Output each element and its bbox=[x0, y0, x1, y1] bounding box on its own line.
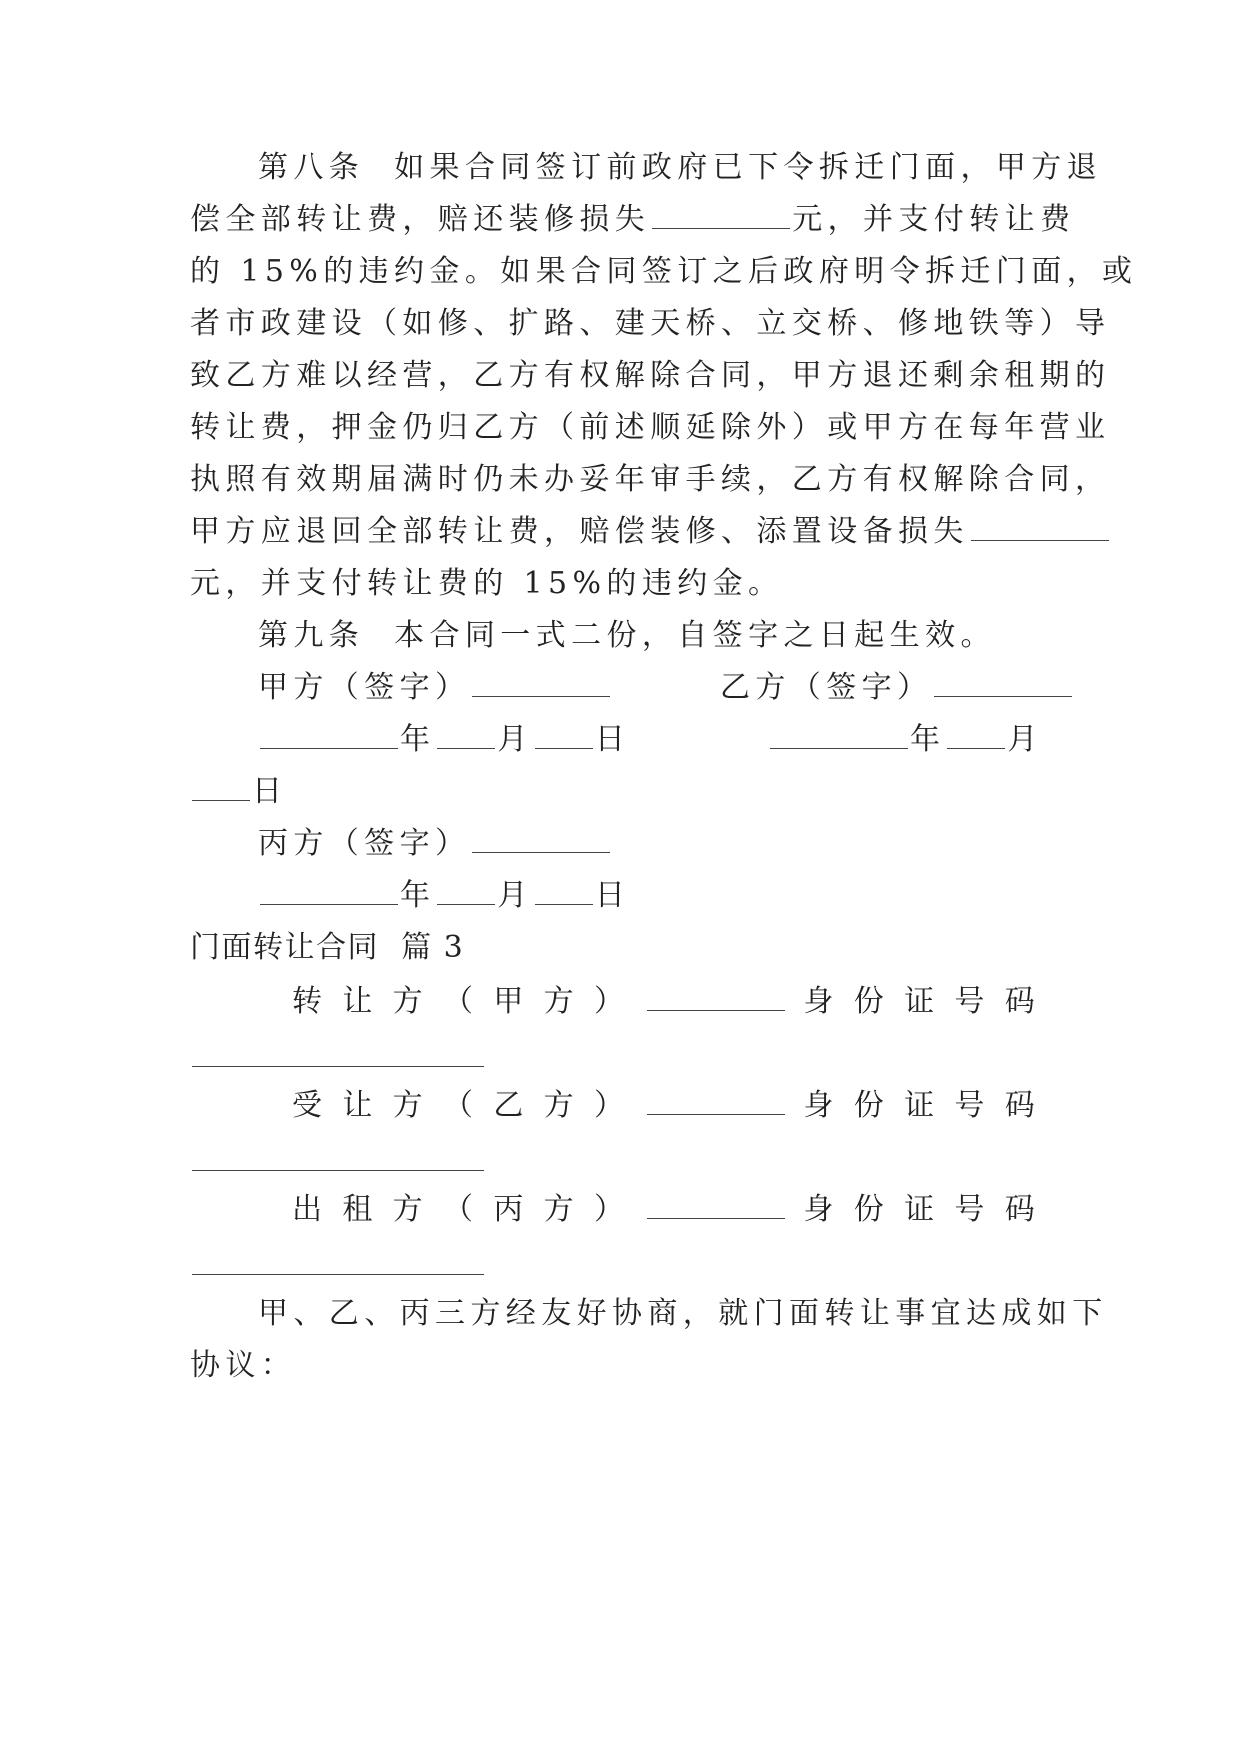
month-label: 月 bbox=[497, 722, 533, 757]
party-b-year-blank bbox=[770, 722, 908, 749]
transferor-id-blank bbox=[192, 1040, 484, 1067]
party-b-signature-blank bbox=[934, 670, 1072, 697]
transferee-id-label: 身 份 证 号 码 bbox=[803, 1088, 1041, 1123]
party-a-signature-blank bbox=[472, 670, 610, 697]
transferor-line bbox=[292, 982, 1052, 1022]
party-c-month-blank bbox=[437, 878, 495, 905]
lessor-label: 出 租 方 （ 丙 方 ） bbox=[292, 1192, 630, 1227]
lessor-name-blank bbox=[647, 1192, 785, 1219]
transferor-name-blank bbox=[647, 984, 785, 1011]
month-label: 月 bbox=[1007, 722, 1043, 757]
party-b-day-blank bbox=[192, 774, 250, 801]
transferee-name-blank bbox=[647, 1088, 785, 1115]
day-label: 日 bbox=[594, 878, 631, 913]
party-b-signature-line bbox=[720, 668, 1050, 708]
party-b-day-line bbox=[190, 772, 1050, 812]
compensation-blank bbox=[652, 202, 790, 229]
article8-line7: 执照有效期届满时仍未办妥年审手续，乙方有权解除合同， bbox=[190, 462, 1111, 497]
closing-line2: 协议： bbox=[190, 1348, 297, 1383]
lessor-line bbox=[292, 1190, 1052, 1230]
transferor-id-label: 身 份 证 号 码 bbox=[803, 984, 1041, 1019]
article8-line1: 第八条 如果合同签订前政府已下令拆迁门面，甲方退 bbox=[258, 150, 1103, 185]
article8-line6: 转让费，押金仍归乙方（前述顺延除外）或甲方在每年营业 bbox=[190, 410, 1111, 445]
article8-line3: 的 15%的违约金。如果合同签订之后政府明令拆迁门面，或 bbox=[190, 254, 1138, 289]
day-label: 日 bbox=[252, 774, 288, 809]
party-c-year-blank bbox=[260, 878, 398, 905]
article8-line9: 元，并支付转让费的 15%的违约金。 bbox=[190, 566, 784, 601]
party-c-signature-blank bbox=[472, 826, 610, 853]
party-b-signature-label: 乙方（签字） bbox=[720, 670, 933, 705]
year-label: 年 bbox=[400, 722, 436, 757]
closing-line1: 甲、乙、丙三方经友好协商，就门面转让事宜达成如下 bbox=[258, 1296, 1108, 1331]
party-b-date-line bbox=[768, 720, 1058, 760]
party-a-month-blank bbox=[437, 722, 495, 749]
party-a-year-blank bbox=[260, 722, 398, 749]
party-b-month-blank bbox=[947, 722, 1005, 749]
article8-line8 bbox=[190, 512, 1050, 552]
article8-line8-text: 甲方应退回全部转让费，赔偿装修、添置设备损失 bbox=[190, 514, 969, 549]
article8-line2-text-b: 元，并支付转让费 bbox=[792, 202, 1076, 237]
year-label: 年 bbox=[910, 722, 946, 757]
article8-line4: 者市政建设（如修、扩路、建天桥、立交桥、修地铁等）导 bbox=[190, 306, 1111, 341]
lessor-id-blank bbox=[192, 1248, 484, 1275]
article8-line2 bbox=[190, 200, 1076, 240]
article8-line2-text-a: 偿全部转让费，赔还装修损失 bbox=[190, 202, 651, 237]
month-label: 月 bbox=[497, 878, 533, 913]
transferee-line bbox=[292, 1086, 1052, 1126]
equipment-loss-blank bbox=[971, 514, 1109, 541]
party-a-day-blank bbox=[535, 722, 593, 749]
article8-line5: 致乙方难以经营，乙方有权解除合同，甲方退还剩余租期的 bbox=[190, 358, 1111, 393]
party-c-signature-label: 丙方（签字） bbox=[258, 826, 471, 861]
year-label: 年 bbox=[400, 878, 436, 913]
day-label: 日 bbox=[594, 722, 631, 757]
transferee-label: 受 让 方 （ 乙 方 ） bbox=[292, 1088, 630, 1123]
party-c-day-blank bbox=[535, 878, 593, 905]
party-c-date-line bbox=[258, 876, 658, 916]
party-a-date-line bbox=[258, 720, 658, 760]
article9: 第九条 本合同一式二份，自签字之日起生效。 bbox=[258, 618, 996, 653]
party-c-signature-line bbox=[258, 824, 1118, 864]
section-title: 门面转让合同 篇 3 bbox=[190, 930, 465, 965]
party-a-signature-label: 甲方（签字） bbox=[258, 670, 471, 705]
lessor-id-label: 身 份 证 号 码 bbox=[803, 1192, 1041, 1227]
transferor-label: 转 让 方 （ 甲 方 ） bbox=[292, 984, 630, 1019]
transferee-id-blank bbox=[192, 1144, 484, 1171]
